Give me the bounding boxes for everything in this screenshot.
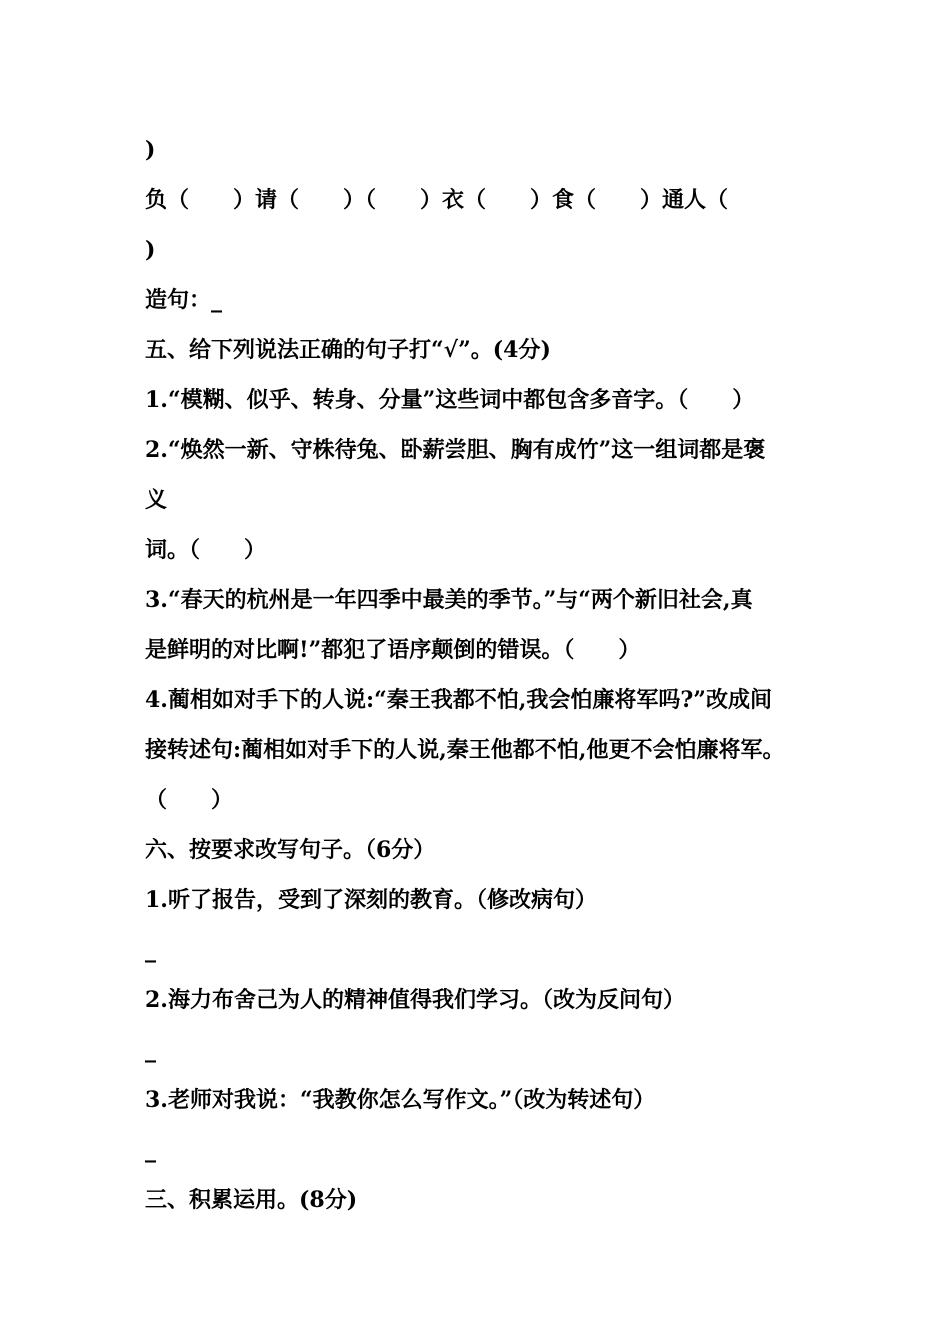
question-line: 义 [145, 487, 168, 513]
question-line: 2.海力布舍己为人的精神值得我们学习。（改为反问句） [145, 987, 685, 1013]
answer-blank: _ [145, 1137, 156, 1163]
question-line: 4.蔺相如对手下的人说:“秦王我都不怕,我会怕廉将军吗?”改成间 [145, 687, 772, 713]
text-line: ) [145, 137, 156, 163]
text-line: 负（ ）请（ ）（ ）衣（ ）食（ ）通人（ [145, 187, 729, 213]
question-line: 3.老师对我说：“我教你怎么写作文。”（改为转述句） [145, 1087, 656, 1113]
question-line: 是鲜明的对比啊!”都犯了语序颠倒的错误。（ ） [145, 637, 641, 663]
text-line: 造句：_ [145, 287, 223, 313]
answer-blank: _ [145, 937, 156, 963]
text-line: ) [145, 237, 156, 263]
section-heading: 五、给下列说法正确的句子打“√”。(4分) [145, 337, 551, 363]
question-line: 词。（ ） [145, 537, 267, 563]
question-line: 1.“模糊、似乎、转身、分量”这些词中都包含多音字。（ ） [145, 387, 755, 413]
question-line: 3.“春天的杭州是一年四季中最美的季节。”与“两个新旧社会,真 [145, 587, 753, 613]
question-line: 接转述句:蔺相如对手下的人说,秦王他都不怕,他更不会怕廉将军。 [145, 737, 785, 763]
question-line: 2.“焕然一新、守株待兔、卧薪尝胆、胸有成竹”这一组词都是褒 [145, 437, 766, 463]
section-heading: 三、积累运用。(8分) [145, 1187, 358, 1213]
section-heading: 六、按要求改写句子。（6分） [145, 837, 436, 863]
question-line: （ ） [145, 787, 234, 813]
answer-blank: _ [145, 1037, 156, 1063]
question-line: 1.听了报告，受到了深刻的教育。（修改病句） [145, 887, 597, 913]
